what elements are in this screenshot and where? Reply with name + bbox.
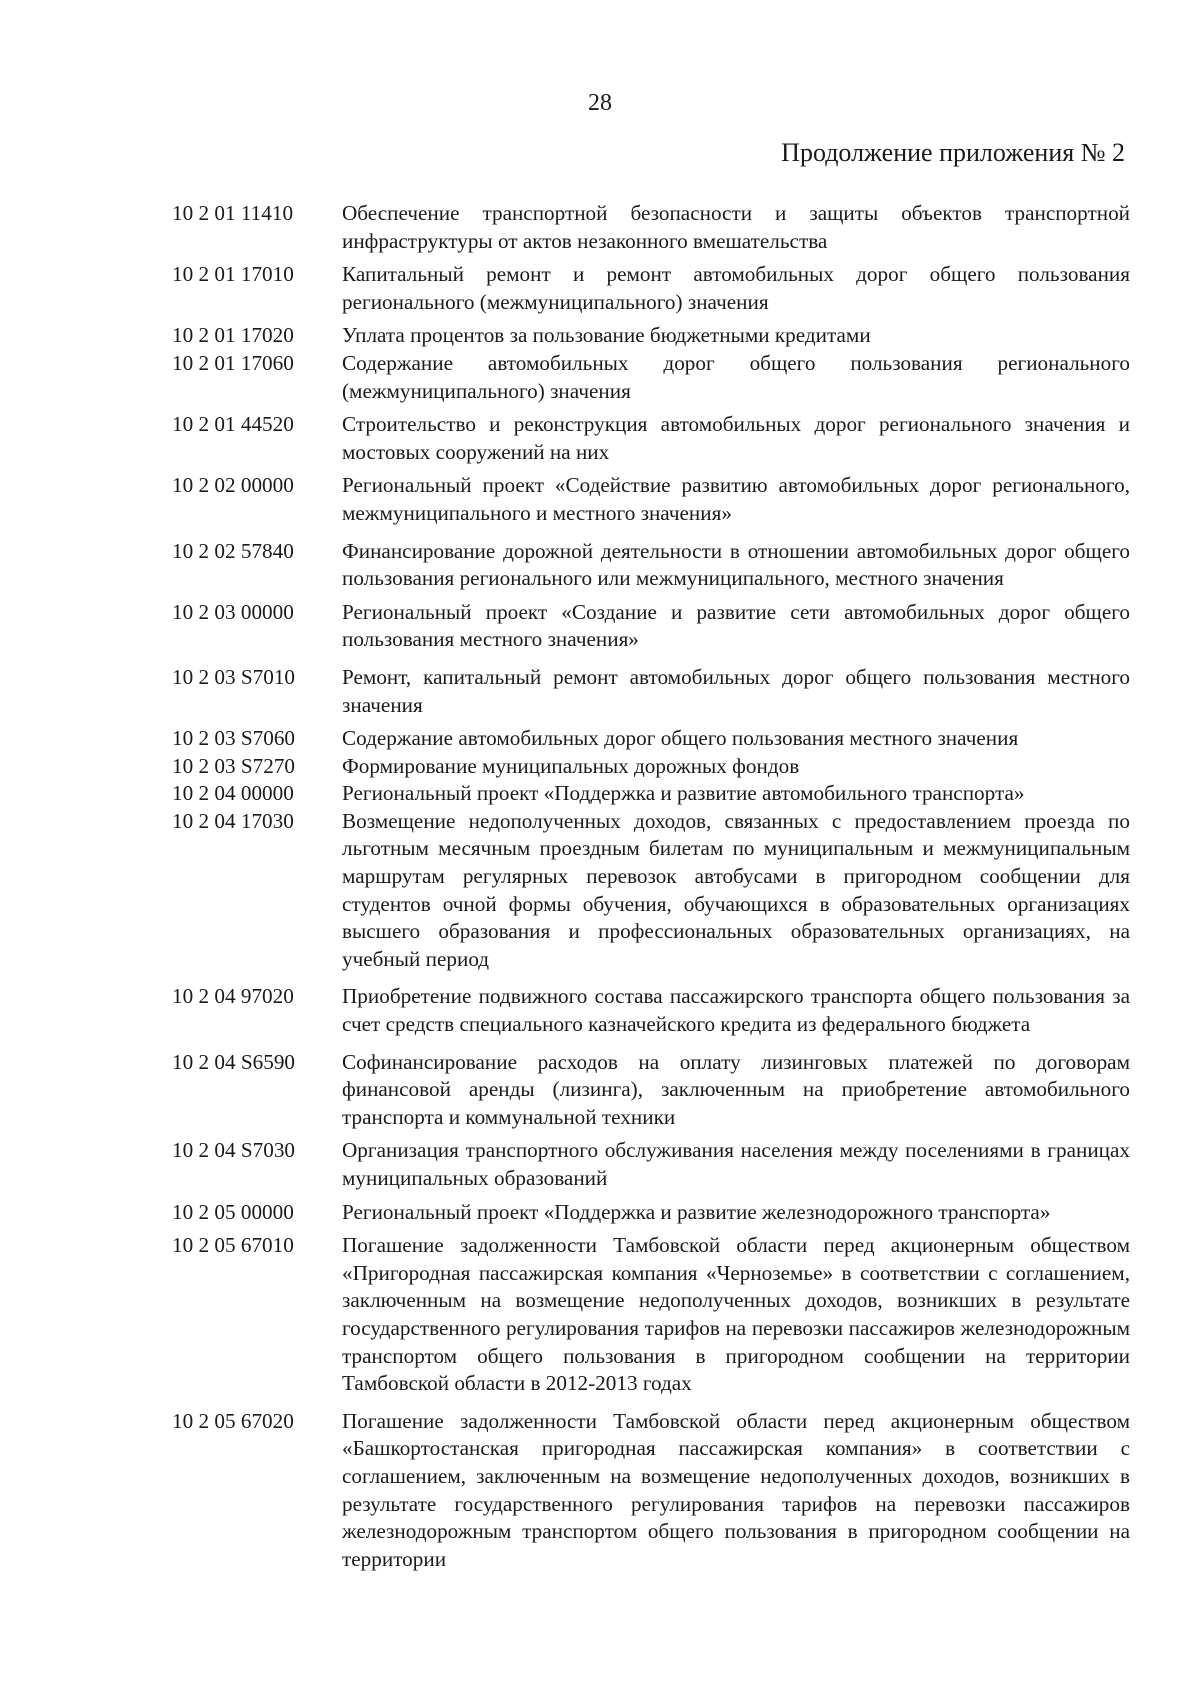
budget-description: Строительство и реконструкция автомобильных дорог регионального значения и мостовых сооружений на них (342, 412, 1130, 464)
budget-code: 10 2 04 S6590 (172, 1049, 296, 1074)
budget-code: 10 2 04 00000 (172, 781, 294, 806)
budget-code: 10 2 04 S7030 (172, 1138, 296, 1163)
budget-description: Финансирование дорожной деятельности в отношении автомобильных дорог общего пользования регионального или межмуниципального, местного значения (342, 538, 1130, 591)
budget-code: 10 2 02 00000 (172, 473, 294, 498)
budget-description: Региональный проект «Поддержка и развитие автомобильного транспорта» (342, 781, 1025, 806)
budget-code: 10 2 03 S7010 (172, 664, 296, 689)
budget-description: Погашение задолженности Тамбовской области перед акционерным обществом «Пригородная пассажирская компания «Черноземье» в соответствии с соглашением, заключенным на возмещение недополученных доходов, возникших в результате государственного регулирования тарифов на перевозки пассажиров железнодорожным транспортом общего пользования в пригородном сообщении на территории Тамбовской области в 2012-2013 годах (342, 1233, 1130, 1396)
list-item (172, 983, 1130, 1038)
budget-description: Содержание автомобильных дорог общего пользования регионального (межмуниципального) значения (342, 350, 1130, 403)
budget-description: Капитальный ремонт и ремонт автомобильных дорог общего пользования регионального (межмуниципального) значения (342, 262, 1130, 314)
list-item (172, 725, 1130, 753)
budget-code: 10 2 01 11410 (172, 201, 294, 225)
list-item (172, 1137, 1130, 1192)
list-item (172, 1408, 1130, 1574)
budget-code: 10 2 02 57840 (172, 538, 294, 563)
budget-code: 10 2 04 17030 (172, 808, 294, 833)
budget-code: 10 2 05 67010 (172, 1233, 294, 1258)
list-item (172, 664, 1130, 719)
budget-description: Софинансирование расходов на оплату лизинговых платежей по договорам финансовой аренды (лизинга), заключенным на приобретение автомобильного транспорта и коммунальной техники (342, 1049, 1130, 1129)
budget-description: Уплата процентов за пользование бюджетными кредитами (342, 323, 871, 348)
budget-description: Погашение задолженности Тамбовской области перед акционерным обществом «Башкортостанская пригородная пассажирская компания» в соответствии с соглашением, заключенным на возмещение недополученных доходов, возникших в результате государственного регулирования тарифов на перевозки пассажиров железнодорожным транспортом общего пользования в пригородном сообщении на территории (342, 1408, 1130, 1571)
list-item (172, 200, 1130, 255)
budget-description: Содержание автомобильных дорог общего пользования местного значения (342, 726, 1019, 751)
budget-code: 10 2 03 S7270 (172, 753, 296, 778)
budget-description: Обеспечение транспортной безопасности и защиты объектов транспортной инфраструктуры от актов незаконного вмешательства (342, 201, 1130, 253)
budget-code: 10 2 03 00000 (172, 599, 294, 624)
budget-code: 10 2 04 97020 (172, 984, 294, 1009)
appendix-title: Продолжение приложения № 2 (781, 138, 1125, 167)
list-item (172, 538, 1130, 593)
budget-description: Региональный проект «Создание и развитие сети автомобильных дорог общего пользования местного значения» (342, 599, 1130, 652)
budget-code: 10 2 01 17060 (172, 350, 294, 375)
list-item (172, 350, 1130, 405)
list-item (172, 261, 1130, 316)
budget-code-list (172, 200, 1130, 1573)
list-item (172, 780, 1130, 808)
list-item (172, 1232, 1130, 1398)
list-item (172, 808, 1130, 974)
budget-description: Организация транспортного обслуживания населения между поселениями в границах муниципальных образований (342, 1138, 1130, 1190)
budget-description: Формирование муниципальных дорожных фондов (342, 753, 800, 778)
budget-code: 10 2 05 67020 (172, 1408, 294, 1433)
list-item (172, 1049, 1130, 1132)
budget-description: Возмещение недополученных доходов, связанных с предоставлением проезда по льготным месячным проездным билетам по муниципальным и межмуниципальным маршрутам регулярных перевозок автобусами в пригородном сообщении для студентов очной формы обучения, обучающихся в образовательных организациях высшего образования и профессиональных образовательных организациях, на учебный период (342, 808, 1130, 971)
budget-description: Региональный проект «Поддержка и развитие железнодорожного транспорта» (342, 1199, 1051, 1224)
budget-code: 10 2 03 S7060 (172, 726, 296, 751)
budget-code: 10 2 05 00000 (172, 1199, 294, 1224)
list-item (172, 1199, 1130, 1227)
budget-code: 10 2 01 17020 (172, 323, 294, 348)
list-item (172, 322, 1130, 350)
budget-description: Приобретение подвижного состава пассажирского транспорта общего пользования за счет средств специального казначейского кредита из федерального бюджета (342, 984, 1130, 1037)
budget-code: 10 2 01 44520 (172, 412, 294, 437)
budget-description: Ремонт, капитальный ремонт автомобильных дорог общего пользования местного значения (342, 664, 1130, 717)
list-item (172, 753, 1130, 781)
list-item (172, 599, 1130, 654)
list-item (172, 411, 1130, 466)
list-item (172, 472, 1130, 527)
budget-description: Региональный проект «Содействие развитию автомобильных дорог регионального, межмуниципального и местного значения» (342, 473, 1130, 525)
page-number: 28 (588, 90, 612, 116)
budget-code: 10 2 01 17010 (172, 262, 294, 287)
